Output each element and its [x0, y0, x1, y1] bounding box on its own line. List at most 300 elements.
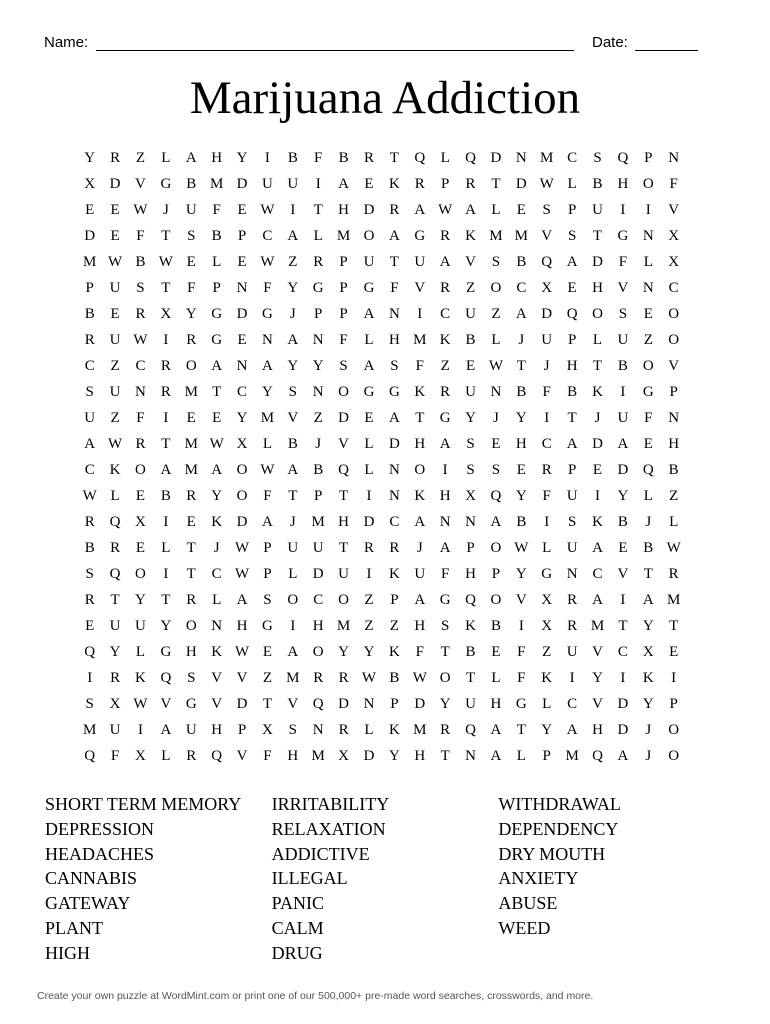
grid-letter: T: [288, 487, 298, 504]
grid-letter: H: [312, 617, 324, 634]
grid-letter: R: [186, 591, 197, 608]
grid-letter: Y: [439, 695, 451, 712]
grid-letter: O: [642, 175, 654, 192]
grid-letter: A: [84, 435, 96, 452]
grid-letter: A: [287, 227, 299, 244]
grid-letter: G: [515, 695, 527, 712]
grid-letter: V: [592, 643, 603, 660]
grid-letter: U: [566, 643, 578, 660]
grid-letter: W: [234, 539, 250, 556]
grid-letter: L: [364, 721, 374, 738]
grid-letter: D: [312, 565, 324, 582]
grid-letter: B: [160, 487, 171, 504]
grid-letter: S: [567, 227, 577, 244]
grid-letter: F: [187, 279, 196, 296]
grid-letter: E: [643, 305, 653, 322]
grid-letter: R: [465, 175, 476, 192]
grid-letter: L: [364, 435, 374, 452]
grid-row: [77, 535, 702, 561]
grid-letter: M: [184, 383, 198, 400]
grid-letter: K: [592, 383, 603, 400]
grid-letter: J: [493, 409, 499, 426]
grid-letter: B: [643, 539, 654, 556]
grid-letter: C: [668, 279, 679, 296]
grid-letter: Y: [541, 721, 553, 738]
grid-letter: F: [263, 487, 272, 504]
grid-letter: O: [668, 305, 680, 322]
grid-letter: O: [185, 617, 197, 634]
grid-letter: E: [669, 643, 679, 660]
grid-letter: C: [541, 435, 552, 452]
grid-letter: X: [236, 435, 248, 452]
grid-letter: E: [85, 617, 95, 634]
grid-letter: P: [314, 487, 323, 504]
grid-letter: T: [592, 357, 603, 374]
grid-letter: D: [541, 305, 553, 322]
grid-letter: O: [135, 565, 146, 582]
grid-letter: V: [617, 565, 629, 582]
grid-letter: Q: [84, 643, 96, 660]
grid-letter: A: [490, 721, 502, 738]
grid-letter: P: [390, 591, 399, 608]
grid-letter: D: [490, 149, 502, 166]
grid-letter: K: [388, 565, 400, 582]
grid-letter: K: [642, 669, 654, 686]
grid-letter: R: [186, 331, 197, 348]
grid-row: [77, 691, 702, 717]
grid-letter: A: [236, 591, 248, 608]
grid-letter: Q: [84, 747, 96, 764]
grid-letter: T: [161, 435, 171, 452]
grid-letter: W: [133, 201, 148, 218]
grid-letter: E: [186, 409, 196, 426]
grid-letter: L: [288, 565, 298, 582]
grid-letter: I: [595, 487, 600, 504]
grid-letter: E: [110, 201, 120, 218]
grid-letter: R: [440, 279, 451, 296]
grid-letter: H: [211, 149, 223, 166]
grid-letter: V: [236, 669, 248, 686]
grid-letter: E: [567, 279, 577, 296]
grid-letter: A: [566, 721, 578, 738]
grid-letter: V: [211, 695, 223, 712]
grid-letter: P: [212, 279, 221, 296]
grid-letter: X: [262, 721, 273, 738]
grid-letter: R: [363, 539, 374, 556]
grid-letter: R: [440, 383, 451, 400]
grid-letter: Q: [414, 149, 426, 166]
grid-letter: F: [390, 279, 399, 296]
word-list-item: GATEWAY: [45, 893, 131, 914]
grid-letter: H: [185, 643, 197, 660]
grid-letter: C: [313, 591, 324, 608]
grid-letter: I: [290, 201, 296, 218]
grid-letter: V: [236, 747, 248, 764]
grid-letter: I: [442, 461, 448, 478]
grid-letter: N: [388, 461, 400, 478]
grid-letter: E: [364, 175, 374, 192]
grid-letter: X: [668, 253, 680, 270]
grid-row: [77, 509, 702, 535]
grid-letter: B: [389, 669, 400, 686]
grid-letter: U: [617, 409, 629, 426]
grid-letter: E: [491, 435, 501, 452]
grid-letter: M: [413, 331, 427, 348]
date-field-line[interactable]: [635, 50, 698, 51]
grid-letter: A: [388, 409, 400, 426]
grid-letter: Y: [642, 695, 654, 712]
grid-letter: Q: [465, 721, 476, 738]
grid-letter: C: [617, 643, 628, 660]
grid-letter: T: [465, 669, 476, 686]
grid-letter: B: [287, 435, 298, 452]
grid-row: [77, 405, 702, 431]
grid-letter: I: [163, 331, 169, 348]
word-list-item: HIGH: [45, 942, 90, 963]
grid-letter: S: [593, 149, 602, 166]
grid-letter: Z: [465, 279, 476, 296]
grid-letter: D: [592, 253, 603, 270]
grid-letter: U: [566, 487, 578, 504]
grid-letter: U: [109, 617, 121, 634]
grid-letter: N: [312, 383, 324, 400]
grid-letter: B: [516, 253, 527, 270]
word-list-item: DRUG: [271, 942, 323, 963]
grid-letter: G: [617, 227, 629, 244]
grid-letter: L: [643, 253, 653, 270]
grid-letter: R: [186, 747, 197, 764]
grid-letter: A: [211, 357, 223, 374]
grid-letter: O: [363, 227, 375, 244]
grid-letter: U: [109, 383, 121, 400]
grid-letter: Q: [592, 747, 603, 764]
grid-letter: Y: [338, 643, 350, 660]
grid-letter: H: [414, 617, 426, 634]
grid-letter: I: [417, 305, 423, 322]
grid-letter: U: [338, 565, 350, 582]
grid-letter: Q: [465, 591, 476, 608]
name-field-line[interactable]: [96, 50, 574, 51]
grid-letter: U: [185, 201, 197, 218]
word-list-item: DRY MOUTH: [498, 843, 606, 864]
grid-letter: R: [84, 591, 95, 608]
grid-letter: G: [211, 305, 223, 322]
grid-letter: U: [414, 253, 426, 270]
grid-letter: R: [567, 617, 578, 634]
grid-letter: Y: [515, 487, 527, 504]
grid-letter: K: [388, 175, 400, 192]
grid-letter: H: [465, 565, 476, 582]
grid-letter: C: [567, 695, 578, 712]
grid-letter: B: [490, 617, 501, 634]
grid-letter: J: [518, 331, 525, 348]
grid-letter: M: [260, 409, 275, 426]
grid-row: [77, 743, 702, 769]
grid-letter: B: [465, 643, 476, 660]
grid-letter: S: [390, 357, 399, 374]
grid-letter: O: [312, 643, 324, 660]
grid-letter: L: [516, 747, 526, 764]
grid-letter: F: [517, 643, 526, 660]
grid-letter: R: [338, 669, 349, 686]
grid-letter: L: [110, 487, 120, 504]
grid-letter: M: [336, 617, 351, 634]
grid-letter: L: [262, 435, 273, 452]
grid-letter: R: [135, 435, 146, 452]
grid-letter: G: [262, 305, 273, 322]
grid-letter: P: [567, 201, 577, 218]
grid-letter: C: [84, 461, 95, 478]
grid-letter: M: [184, 461, 198, 478]
grid-letter: G: [541, 565, 553, 582]
grid-letter: K: [465, 617, 476, 634]
grid-letter: L: [364, 331, 374, 348]
grid-letter: U: [414, 565, 426, 582]
grid-letter: G: [211, 331, 223, 348]
word-list-item: HEADACHES: [45, 843, 155, 864]
grid-row: [77, 301, 702, 327]
grid-letter: I: [137, 721, 143, 738]
grid-letter: T: [516, 357, 526, 374]
grid-letter: K: [388, 721, 400, 738]
grid-letter: C: [84, 357, 95, 374]
grid-letter: B: [617, 357, 628, 374]
grid-letter: P: [314, 305, 323, 322]
grid-letter: A: [439, 253, 451, 270]
grid-letter: B: [567, 383, 578, 400]
grid-letter: W: [108, 435, 123, 452]
grid-row: [77, 223, 702, 249]
grid-letter: Z: [364, 617, 374, 634]
grid-letter: W: [260, 201, 275, 218]
grid-letter: C: [135, 357, 146, 374]
grid-letter: N: [236, 357, 248, 374]
date-label: Date:: [592, 34, 628, 51]
grid-letter: O: [287, 591, 299, 608]
grid-letter: X: [135, 513, 146, 530]
grid-row: [77, 197, 702, 223]
word-list-item: RELAXATION: [271, 818, 386, 839]
grid-letter: F: [669, 175, 678, 192]
grid-letter: R: [567, 591, 578, 608]
grid-letter: N: [135, 383, 146, 400]
grid-row: [77, 639, 702, 665]
name-label: Name:: [44, 34, 89, 51]
grid-letter: Y: [236, 409, 248, 426]
grid-letter: D: [414, 695, 426, 712]
word-list-item: PLANT: [45, 917, 103, 938]
grid-letter: I: [645, 201, 651, 218]
grid-letter: V: [287, 409, 299, 426]
grid-letter: I: [87, 669, 93, 686]
grid-letter: Y: [465, 409, 476, 426]
grid-letter: E: [262, 643, 273, 660]
word-column: [272, 792, 499, 966]
grid-letter: Q: [211, 747, 223, 764]
grid-letter: U: [262, 175, 273, 192]
grid-letter: B: [592, 175, 603, 192]
grid-letter: L: [364, 461, 374, 478]
grid-row: [77, 613, 702, 639]
grid-letter: A: [287, 643, 299, 660]
grid-letter: A: [338, 175, 350, 192]
grid-letter: Y: [515, 409, 527, 426]
grid-letter: S: [85, 695, 94, 712]
grid-letter: X: [160, 305, 172, 322]
grid-letter: Q: [642, 461, 654, 478]
grid-letter: R: [389, 539, 400, 556]
grid-letter: P: [390, 695, 399, 712]
grid-letter: K: [388, 643, 400, 660]
grid-letter: G: [414, 227, 426, 244]
grid-letter: R: [160, 383, 171, 400]
grid-letter: S: [491, 461, 501, 478]
grid-row: [77, 587, 702, 613]
grid-letter: O: [490, 539, 502, 556]
grid-letter: D: [338, 695, 350, 712]
grid-letter: C: [516, 279, 527, 296]
grid-letter: O: [236, 461, 248, 478]
grid-letter: B: [313, 461, 324, 478]
grid-letter: F: [644, 409, 653, 426]
grid-letter: F: [314, 149, 323, 166]
grid-letter: R: [135, 305, 146, 322]
grid-letter: S: [85, 565, 94, 582]
grid-letter: A: [160, 721, 172, 738]
grid-row: [77, 249, 702, 275]
grid-letter: E: [516, 461, 526, 478]
grid-letter: W: [209, 435, 224, 452]
grid-letter: V: [338, 435, 350, 452]
grid-letter: L: [440, 149, 450, 166]
grid-letter: H: [592, 279, 603, 296]
grid-letter: N: [211, 617, 223, 634]
grid-letter: A: [388, 227, 400, 244]
grid-letter: A: [363, 305, 375, 322]
grid-letter: C: [237, 383, 248, 400]
grid-letter: W: [539, 175, 554, 192]
grid-letter: X: [84, 175, 96, 192]
grid-letter: V: [592, 695, 603, 712]
grid-letter: Q: [541, 253, 553, 270]
grid-letter: U: [135, 617, 146, 634]
grid-letter: T: [161, 227, 171, 244]
grid-letter: R: [313, 669, 324, 686]
grid-letter: E: [186, 513, 196, 530]
grid-letter: C: [592, 565, 603, 582]
grid-letter: L: [212, 253, 222, 270]
grid-letter: N: [388, 305, 400, 322]
grid-letter: H: [236, 617, 248, 634]
grid-letter: U: [109, 279, 121, 296]
grid-letter: N: [668, 149, 680, 166]
grid-letter: S: [618, 305, 628, 322]
grid-letter: W: [488, 357, 504, 374]
grid-letter: J: [315, 435, 322, 452]
grid-row: [77, 483, 702, 509]
grid-letter: X: [465, 487, 476, 504]
grid-letter: W: [234, 643, 250, 660]
word-list-item: SHORT TERM MEMORY: [45, 794, 242, 814]
grid-letter: I: [163, 513, 169, 530]
grid-letter: Y: [287, 357, 299, 374]
grid-letter: E: [643, 435, 653, 452]
grid-letter: A: [363, 357, 375, 374]
grid-letter: W: [666, 539, 681, 556]
grid-letter: L: [161, 747, 171, 764]
grid-letter: D: [515, 175, 527, 192]
grid-letter: P: [491, 565, 501, 582]
grid-letter: U: [109, 721, 121, 738]
grid-letter: V: [287, 695, 299, 712]
grid-letter: E: [516, 201, 526, 218]
grid-letter: K: [414, 383, 426, 400]
grid-letter: W: [260, 461, 275, 478]
grid-letter: Y: [185, 305, 197, 322]
grid-letter: N: [566, 565, 578, 582]
grid-letter: Z: [262, 669, 273, 686]
grid-letter: Y: [236, 149, 248, 166]
grid-letter: N: [312, 721, 324, 738]
grid-letter: Z: [542, 643, 552, 660]
grid-letter: P: [466, 539, 475, 556]
grid-letter: U: [109, 331, 121, 348]
word-list-item: WITHDRAWAL: [498, 794, 621, 814]
grid-letter: T: [212, 383, 222, 400]
grid-letter: Z: [288, 253, 298, 270]
grid-letter: T: [567, 409, 577, 426]
grid-letter: E: [237, 253, 247, 270]
grid-letter: L: [491, 669, 501, 686]
grid-letter: I: [569, 669, 575, 686]
grid-letter: W: [438, 201, 453, 218]
grid-letter: M: [565, 747, 579, 764]
grid-letter: Y: [109, 643, 121, 660]
grid-letter: E: [237, 201, 247, 218]
grid-letter: G: [642, 383, 654, 400]
grid-letter: T: [516, 721, 526, 738]
grid-letter: M: [83, 253, 97, 270]
header: [44, 32, 698, 56]
grid-letter: O: [185, 357, 197, 374]
grid-letter: T: [186, 539, 196, 556]
grid-letter: T: [161, 591, 171, 608]
grid-letter: M: [286, 669, 300, 686]
grid-row: [77, 171, 702, 197]
grid-letter: Z: [313, 409, 323, 426]
grid-letter: J: [289, 305, 296, 322]
grid-letter: F: [618, 253, 628, 270]
grid-letter: X: [668, 227, 680, 244]
grid-letter: T: [440, 643, 450, 660]
grid-letter: L: [491, 331, 501, 348]
grid-letter: G: [185, 695, 197, 712]
grid-letter: A: [617, 747, 629, 764]
grid-letter: D: [617, 721, 629, 738]
grid-letter: F: [110, 747, 120, 764]
grid-letter: Z: [669, 487, 679, 504]
grid-letter: M: [489, 227, 503, 244]
grid-row: [77, 431, 702, 457]
grid-letter: T: [618, 617, 628, 634]
grid-letter: W: [133, 331, 148, 348]
grid-letter: J: [543, 357, 550, 374]
grid-letter: S: [491, 253, 501, 270]
grid-letter: T: [389, 149, 399, 166]
grid-letter: K: [211, 513, 223, 530]
grid-letter: U: [287, 539, 299, 556]
word-list-item: DEPENDENCY: [498, 818, 619, 839]
